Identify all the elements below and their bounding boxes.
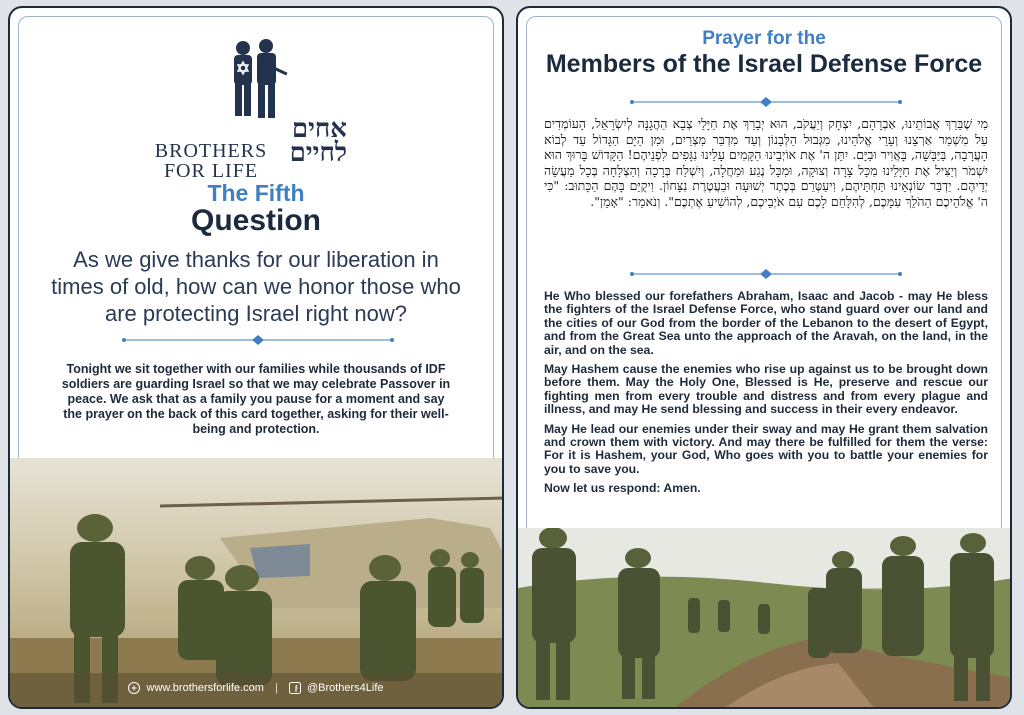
question-text: As we give thanks for our liberation in times of old, how can we honor those who are protecting Israel right now?	[51, 247, 461, 326]
hebrew-prayer: מִי שֶׁבֵּרַךְ אֲבוֹתֵינוּ, אַבְרָהָם, יִצְחָק וְיַעֲקֹב, הוּא יְבָרֵךְ אֶת חַיָּלֵי צְבָא הַהֲגָנָּה לְיִשְׂרָאֵל, הָעוֹמְדִים עַל מִשְׁמַר אַרְצֵנוּ וְעָרֵי אֱלֹהֵינוּ, מִגְּבוּל הַלְּבָנוֹן וְעַד מִדְבַּר מִצְרַיִם, וּמִן הַיָּם הַגָּדוֹל עַד לְבוֹא הָעֲרָבָה, בַּיַּבָּשָׁה, בָּאֲוִיר וּבַיָּם. יִתֵּן ה' אֶת אוֹיְבֵינוּ הַקָּמִים עָלֵינוּ נִגָּפִים לִפְנֵיהֶם! הַקָּדוֹשׁ בָּרוּךְ הוּא יִשְׁמֹר וְיַצִּיל אֶת חַיָּלֵינוּ מִכָּל צָרָה וְצוּקָה, וּמִכָּל נֶגַע וּמַחֲלָה, וְיִשְׁלַח בְּרָכָה וְהַצְלָחָה בְּכָל מַעֲשֵׂה יְדֵיהֶם. יַדְבֵּר שׂוֹנְאֵינוּ תַּחְתֵּיהֶם, וִיעַטְּרֵם בְּכֶתֶר יְשׁוּעָה וּבַעֲטֶרֶת נִצָּחוֹן. וִיקֻיַּם בָּהֶם הַכָּתוּב: "כִּי ה' אֱלֹהֵיכֶם הַהֹלֵךְ עִמָּכֶם, לְהִלָּחֵם לָכֶם עִם אֹיְבֵיכֶם, לְהוֹשִׁיעַ אֶתְכֶם". וְנֹאמַר: "אָמֵן".	[544, 116, 988, 209]
soldiers-photo	[10, 458, 502, 707]
divider-ornament	[118, 334, 398, 346]
intro-paragraph: Tonight we sit together with our families while thousands of IDF soldiers are guarding Israel so that we may celebrate Passover in peace. We ask that as a family you pause for a moment and say the prayer on the back of this card together, asking for their well-being and protection.	[61, 362, 451, 436]
website-link[interactable]: www.brothersforlife.com	[146, 682, 264, 695]
facebook-icon	[289, 682, 301, 694]
prayer-response: Now let us respond: Amen.	[544, 481, 701, 496]
prayer-paragraph: He Who blessed our forefathers Abraham, Isaac and Jacob - may He bless the fighters of the Israel Defense Force, who stand guard over our land and the cities of our God from the border of the Lebanon to the desert of Egypt, and from the Great Sea unto the approach of the Aravah, on the land, in the air, and on the sea.	[544, 289, 988, 357]
front-card	[8, 6, 504, 709]
divider-ornament	[626, 268, 906, 280]
card-footer: www.brothersforlife.com | @Brothers4Life	[10, 679, 502, 697]
prayer-paragraph: May Hashem cause the enemies who rise up against us to be brought down before them. May the Holy One, Blessed is He, preserve and rescue our fighting men from every trouble and distress and from every plague and illness, and may He send blessing and success in their every endeavor.	[544, 362, 988, 417]
logo-english-text: BROTHERS FOR LIFE	[154, 140, 268, 182]
question-subtitle: The Fifth	[207, 180, 305, 206]
divider-ornament	[626, 96, 906, 108]
soldiers-silhouette-icon	[221, 36, 291, 122]
social-handle[interactable]: @Brothers4Life	[306, 682, 384, 695]
prayer-paragraph: May He lead our enemies under their sway and may He grant them salvation and crown them with victory. And may there be fulfilled for them the verse: For it is Hashem, your God, Who goes with you to battle your enemies for you to save you.	[544, 421, 988, 476]
prayer-title: Members of the Israel Defense Force	[545, 50, 983, 78]
logo-hebrew-text: אחים לחיים	[289, 114, 347, 168]
back-card	[516, 6, 1012, 709]
question-title: Question	[190, 204, 321, 237]
prayer-subtitle: Prayer for the	[702, 28, 826, 49]
link-icon	[128, 682, 140, 694]
soldiers-marching-photo	[518, 528, 1010, 707]
brothers-for-life-logo	[10, 36, 502, 182]
english-prayer	[544, 290, 988, 502]
